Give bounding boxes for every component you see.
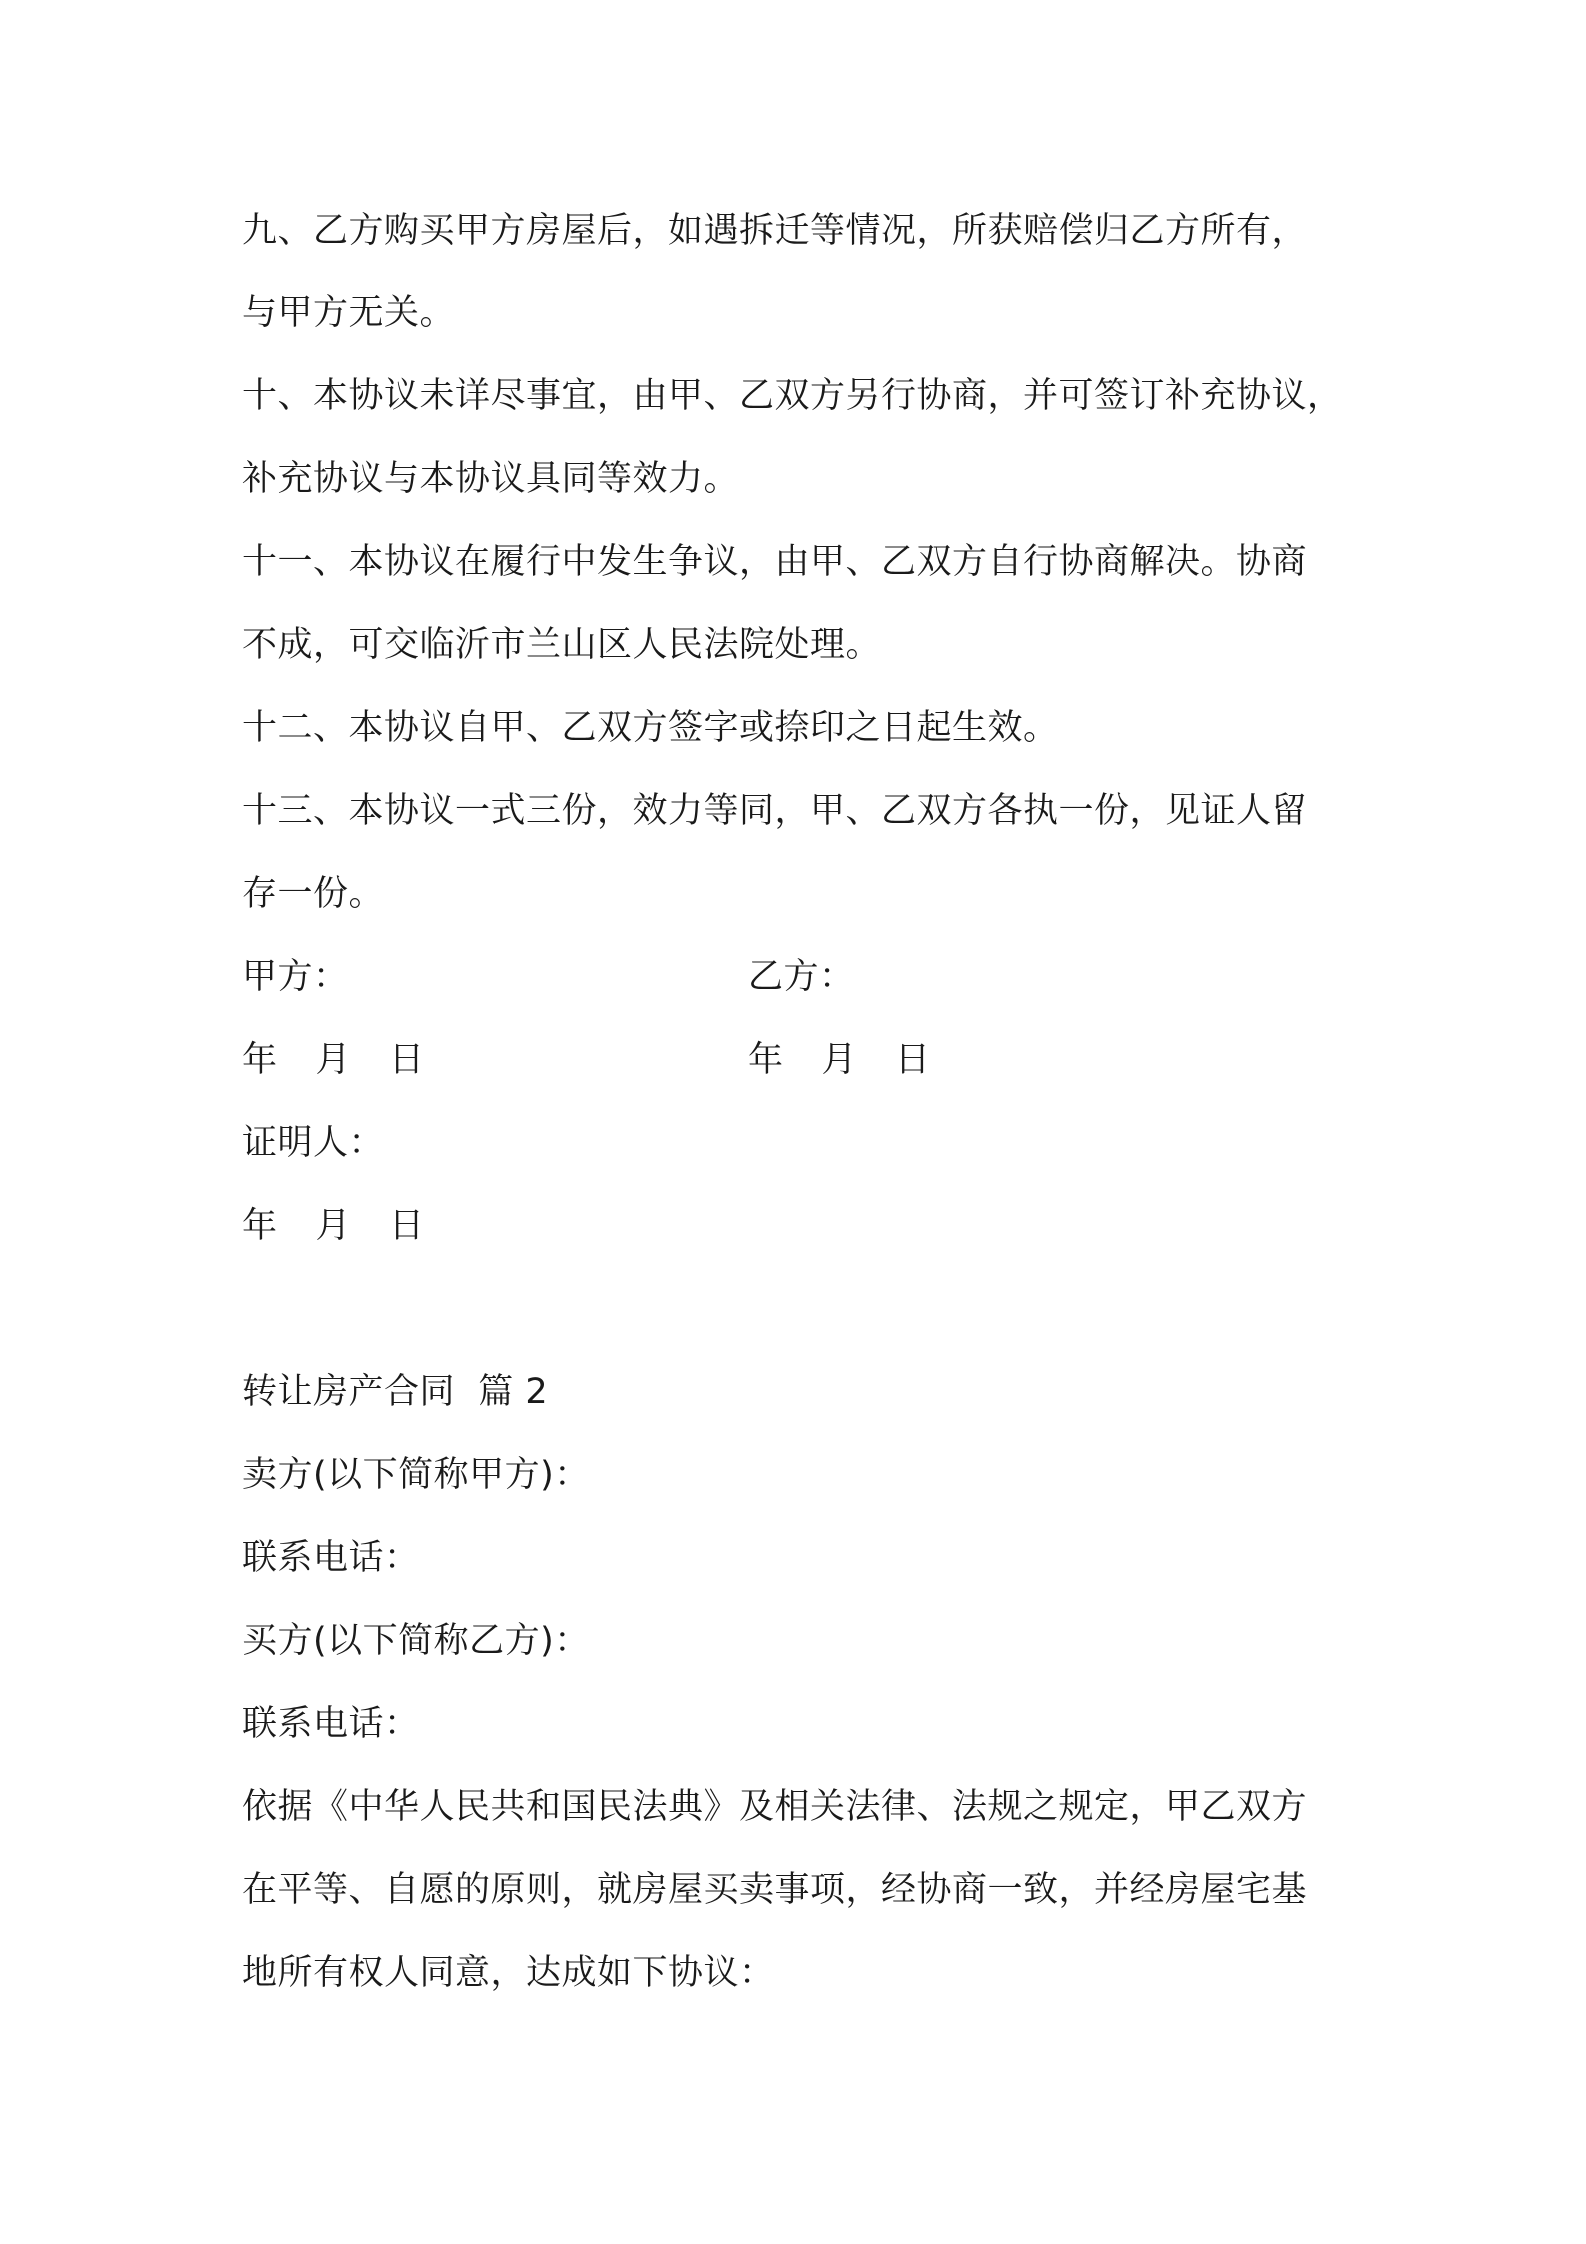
date-month: 月 [315, 1040, 352, 1080]
date-day: 日 [389, 1206, 425, 1246]
party-a-signature-label: 甲方： [242, 957, 349, 997]
buyer-phone-label: 联系电话： [242, 1704, 420, 1744]
date-year: 年 [748, 1040, 784, 1080]
clause-13-line-2: 存一份。 [242, 874, 385, 914]
clause-10-line-1: 十、本协议未详尽事宜，由甲、乙双方另行协商，并可签订补充协议， [242, 376, 1343, 416]
clause-9-line-1: 九、乙方购买甲方房屋后，如遇拆迁等情况，所获赔偿归乙方所有， [242, 211, 1308, 251]
date-month: 月 [821, 1040, 858, 1080]
witness-date [242, 1206, 425, 1246]
date-day: 日 [895, 1040, 931, 1080]
date-month: 月 [315, 1206, 352, 1246]
date-year: 年 [242, 1040, 278, 1080]
clause-12-line-1: 十二、本协议自甲、乙双方签字或捺印之日起生效。 [242, 708, 1059, 748]
seller-label: 卖方(以下简称甲方)： [242, 1455, 590, 1495]
party-b-date [748, 1040, 931, 1080]
clause-10-line-2: 补充协议与本协议具同等效力。 [242, 459, 740, 499]
intro-line-1: 依据《中华人民共和国民法典》及相关法律、法规之规定，甲乙双方 [242, 1787, 1308, 1827]
seller-phone-label: 联系电话： [242, 1538, 420, 1578]
clause-13-line-1: 十三、本协议一式三份，效力等同，甲、乙双方各执一份，见证人留 [242, 791, 1308, 831]
buyer-label: 买方(以下简称乙方)： [242, 1621, 590, 1661]
date-year: 年 [242, 1206, 278, 1246]
section-2-title: 转让房产合同 篇 2 [242, 1372, 549, 1412]
party-a-date [242, 1040, 425, 1080]
party-b-signature-label: 乙方： [748, 957, 855, 997]
intro-line-2: 在平等、自愿的原则，就房屋买卖事项，经协商一致，并经房屋宅基 [242, 1870, 1308, 1910]
clause-11-line-1: 十一、本协议在履行中发生争议，由甲、乙双方自行协商解决。协商 [242, 542, 1308, 582]
clause-9-line-2: 与甲方无关。 [242, 293, 456, 333]
date-day: 日 [389, 1040, 425, 1080]
witness-signature-label: 证明人： [242, 1123, 385, 1163]
intro-line-3: 地所有权人同意，达成如下协议： [242, 1953, 775, 1993]
clause-11-line-2: 不成，可交临沂市兰山区人民法院处理。 [242, 625, 882, 665]
